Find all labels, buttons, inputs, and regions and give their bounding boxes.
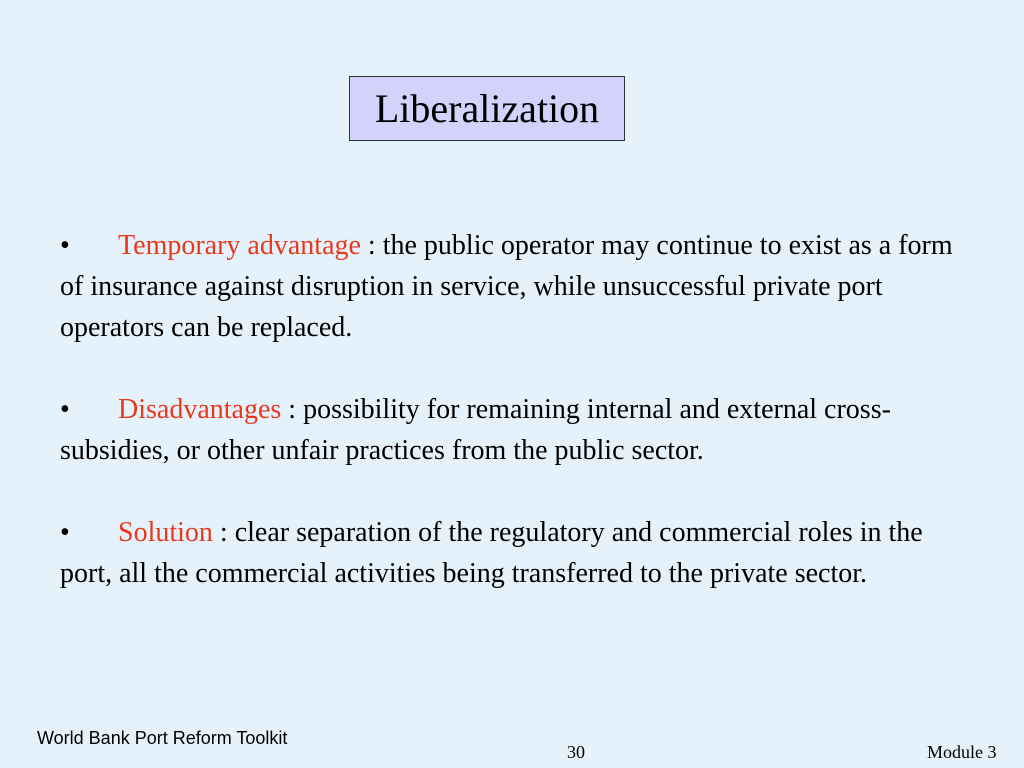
bullet-list bbox=[60, 225, 980, 635]
bullet-icon: • bbox=[60, 394, 70, 425]
bullet-item-temporary-advantage bbox=[60, 225, 980, 348]
slide-title: Liberalization bbox=[349, 76, 625, 141]
bullet-term: Temporary advantage bbox=[118, 230, 361, 261]
bullet-icon: • bbox=[60, 517, 70, 548]
bullet-text: : possibility for remaining internal and external cross-subsidies, or other unfair practices from the public sector. bbox=[60, 394, 891, 466]
bullet-term: Disadvantages bbox=[118, 394, 282, 425]
footer-source: World Bank Port Reform Toolkit bbox=[37, 728, 288, 748]
bullet-text: : clear separation of the regulatory and commercial roles in the port, all the commercial activities being transferred to the private sector. bbox=[60, 517, 923, 589]
bullet-item-solution bbox=[60, 512, 980, 594]
page-number: 30 bbox=[567, 742, 585, 762]
bullet-text: : the public operator may continue to exist as a form of insurance against disruption in service, while unsuccessful private port operators can be replaced. bbox=[60, 230, 953, 343]
footer-module: Module 3 bbox=[927, 742, 997, 762]
bullet-term: Solution bbox=[118, 517, 213, 548]
bullet-icon: • bbox=[60, 230, 70, 261]
bullet-item-disadvantages bbox=[60, 389, 980, 471]
